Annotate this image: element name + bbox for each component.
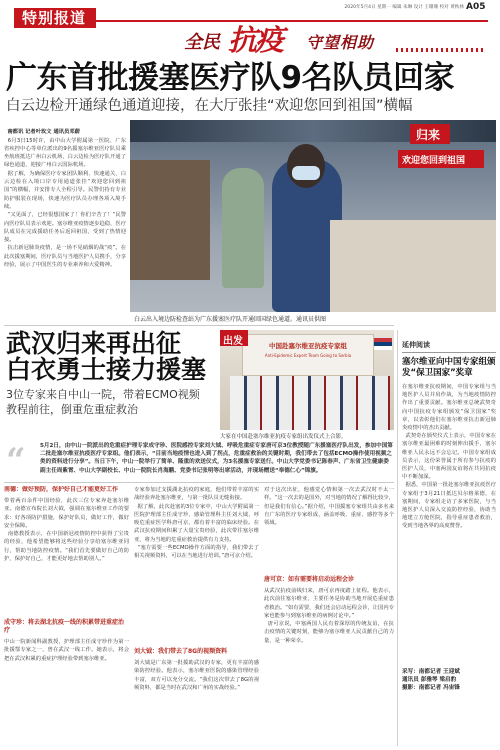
col2-body: 专家参加过支援湖北抗疫的家庭，他们带着丰富的实战经验奔赴塞尔维亚，与第一批队员无缝衔接。 据了解，此次赴塞的3位专家中，中山大学附属第一医院护理部主任成守珍、感染管理科主任刘大钺、呼吸危重症医学科唐可京，都有着丰富的临床经验。在武汉抗疫期间积累了大量宝贵经验，此次带往塞尔维亚，将为当地的危重症救治提供有力支持。 “塞方需要一些ECMO操作方面的指导，我们带去了相关视频资料，可以在当地进行培训。”唐可京介绍。	[134, 487, 259, 560]
sidebar	[402, 340, 496, 748]
col2-body-2: 刘大钺是广东第一批援助武汉的专家，更有丰富的感染防控经验。他表示，塞尔维亚医院的感染管理经验丰富，双方可以充分交流。“我们这次带去了8G的视频资料，都是当时在武汉和广州的实战经验。”	[134, 660, 259, 691]
divider-1	[4, 325, 394, 326]
sidebar-credit-2: 通讯员 彭雅琴 梁启豹	[402, 677, 457, 683]
lead-subhead: 白云边检开通绿色通道迎接，在大厅张挂“欢迎您回到祖国”横幅	[6, 98, 413, 114]
sidebar-title: 塞尔维亚向中国专家组颁发“保卫国家”奖章	[402, 357, 496, 378]
banner-left-text: 全民	[184, 32, 220, 53]
quote-intro: 5月2日，由中山一院派出的危重症护理专家成守珍、医院感控专家刘大钺、呼吸危重症专家唐可京3位教授随广东援塞医疗队出发，参加中国第二批赴塞尔维亚抗疫医疗专家组。他们表示，“目前当地疫情也进入到了拐点，危重症救治的关键时期，我们带去了包括ECMO操作使用视频之类的资料进行分享”。当日下午，中山一院举行了简单、隆重的欢送仪式，为3名援塞专家送行。中山大学党委书记陈春声、广东省卫生健康委副主任周紫霄、中山大学副校长、中山一院院长肖海鹏、党委书记张明等出席活动，并现场赠送“奉德仁心”锦旗。	[40, 443, 393, 474]
lead-headline: 广东首批援塞医疗队9名队员回家	[6, 60, 455, 96]
page-number: A05	[466, 2, 486, 12]
second-headline-2: 白衣勇士接力援塞	[6, 355, 207, 384]
header-meta: 2020年5月4日 星期一 编辑 朱琳 设计 王珊珊 校对 黄秋林	[344, 5, 464, 10]
photo-mask	[292, 166, 320, 180]
col1-subheading: 南德：做好预防，保护好自己才能更好工作	[4, 486, 119, 493]
lead-body-text: 6月3日15时许，由中山大学附属第一医院、广东省疾控中心等单位派出的9名援塞尔维亚医疗队员乘坐航班抵达广州白云机场，白云边检为医疗队开通了绿色通道，迎接广州白云国际机场。 据了解，为确保医疗专家团队顺利、快速通关，白云边检在入境口岸专用通道张挂“欢迎您回到祖国”的横幅，并安排专人全程引导。民警们持有专业防护服装在现场，快速为医疗队员办理各项入境手续。 “又见面了，已经很想国家了！你们辛苦了！”民警向医疗队员表示欢迎。塞尔维亚疫情逐步趋稳，医疗队成员在完成援助任务后返回祖国，受到了热情迎接。 抗击新冠肺炎疫情，是一场不见硝烟的战“疫”。在此次援塞期间，医疗队员与当地医护人员携手，分享经验，展示了中国医生的专业素养和大爱精神。	[4, 137, 126, 269]
welcome-banner-text: 欢迎您回到祖国	[402, 156, 466, 166]
col2	[134, 486, 259, 748]
team-members	[230, 376, 390, 430]
col1-body: 带着两百余件中国经验，此次三位专家奔赴塞尔维亚。南德宣布院长刘大钺，强调在塞尔维亚工作的要求：好各项防护措施，保护好队员，做好工作，做好安全保障。 南德教授表示，在中国新冠疫情防控中获得了宝贵的经验，他希望能够将这些经验分享给塞尔维亚同行，帮助当地防控疫情。“我们首先要做好自己的防护，保护好自己，才能更好地去帮助别人。”	[4, 498, 129, 563]
campaign-banner	[180, 18, 500, 60]
col3	[264, 486, 394, 748]
photo-booth-left	[130, 160, 210, 280]
lead-byline: 南都讯 记者叶玫文 通讯员邓蔚	[7, 129, 80, 136]
tag-depart	[220, 330, 248, 346]
team-backdrop-en: Anti-Epidemic Expert Team Going to Serbia	[264, 353, 352, 358]
col3-subheading: 唐可京：如有需要将启动远程会诊	[264, 576, 355, 583]
col2-subheading: 刘大钺：我们带去了8G的视频资料	[134, 648, 228, 655]
divider-2	[4, 482, 394, 483]
section-title: 特别报道	[22, 9, 87, 27]
sidebar-credit-1: 采写：南都记者 王迎斌	[402, 669, 460, 675]
col3-body-2: 从武汉抗疫前线归来，唐可京再度踏上征程。他表示，此次前往塞尔维亚，主要任务是协助当地开展危重症患者救治。“如有需要，我们还会启动远程会诊，让国内专家也能参与到塞尔维亚的病例讨论中。” 唐可京说，中塞两国人民有着深厚的传统友谊，在抗击疫情的关键时刻，能够为塞尔维亚人民贡献自己的力量，是一种荣幸。	[264, 588, 394, 644]
second-headline-1: 武汉归来再出征	[6, 329, 182, 358]
photo-tag-return	[410, 124, 450, 144]
team-photo	[220, 330, 394, 430]
col1-body-2: 中山一院新闻科副教授，护理部主任成守珍作为第一批援鄂专家之一，曾在武汉一线工作。她表示，将会把在武汉积累的重症护理经验带到塞尔维亚。	[4, 639, 129, 662]
banner-dots	[396, 48, 486, 52]
lead-photo-caption: 白云出入境边防检查站为广东援塞医疗队开通回国绿色通道。通讯员供图	[134, 316, 327, 323]
lead-photo	[130, 120, 496, 312]
col1	[4, 486, 129, 748]
sidebar-heading: 延伸阅读	[402, 340, 496, 353]
sidebar-divider	[397, 330, 398, 746]
col3-body: 对于这次出征，他感觉心情和第一次去武汉时不太一样。“这一次去的是国外，对当地的情况了解得比较少，但是我们有信心。”据介绍，中国援塞专家组共由多名来自广东的医疗专家组成，涵盖呼吸、重症、感控等多个领域。	[264, 487, 394, 527]
section-tag	[14, 8, 96, 28]
photo-welcome-banner	[398, 150, 484, 168]
team-backdrop	[242, 334, 374, 376]
team-backdrop-cn: 中国赴塞尔维亚抗疫专家组	[269, 342, 347, 350]
banner-right-text: 守望相助	[306, 33, 375, 52]
col1-subheading-2: 成守珍：将去湖北抗疫一线的积累带进重症治疗	[4, 619, 125, 634]
sidebar-body: 在塞尔维亚抗疫期间，中国专家组与当地医护人员并肩作战，为当地疫情防控作出了重要贡献。塞尔维亚总统武契奇向中国抗疫专家组颁发“保卫国家”奖章，以表彰他们在塞尔维亚抗击新冠肺炎疫情中的杰出贡献。 武契奇在颁奖仪式上表示，中国专家在塞尔维亚最困难的时刻伸出援手，塞尔维亚人民永远不会忘记。中国专家组成员表示，这份荣誉属于所有参与抗疫的医护人员，中塞两国友谊将在共同抗疫中不断加深。 据悉，中国第一批赴塞尔维亚抗疫医疗专家组于3月21日抵达贝尔格莱德，在塞期间，专家组走访了多家医院，与当地医护人员深入交流防控经验，协助当地建立方舱医院，指导重症患者救治，受到当地各界的高度赞誉。	[402, 384, 496, 530]
banner-calligraphy: 抗疫	[228, 23, 283, 57]
second-subhead-1: 3位专家来自中山一院，带着ECMO视频	[6, 388, 200, 401]
flag-serbia	[374, 338, 392, 350]
lead-body	[4, 120, 126, 322]
tag-depart-label: 出发	[223, 336, 243, 347]
sidebar-credit-3: 摄影：南都记者 冯宙锋	[402, 685, 460, 691]
team-photo-caption: 大家在中国赴塞尔维亚抗疫专家组出发仪式上合影。	[220, 434, 347, 440]
tag-return-label: 归来	[416, 128, 441, 142]
quote-mark: “	[6, 441, 26, 481]
photo-officer	[222, 168, 264, 288]
photo-counter	[330, 220, 496, 312]
second-subhead-2: 教程前往，倒重危重症救治	[6, 403, 138, 416]
